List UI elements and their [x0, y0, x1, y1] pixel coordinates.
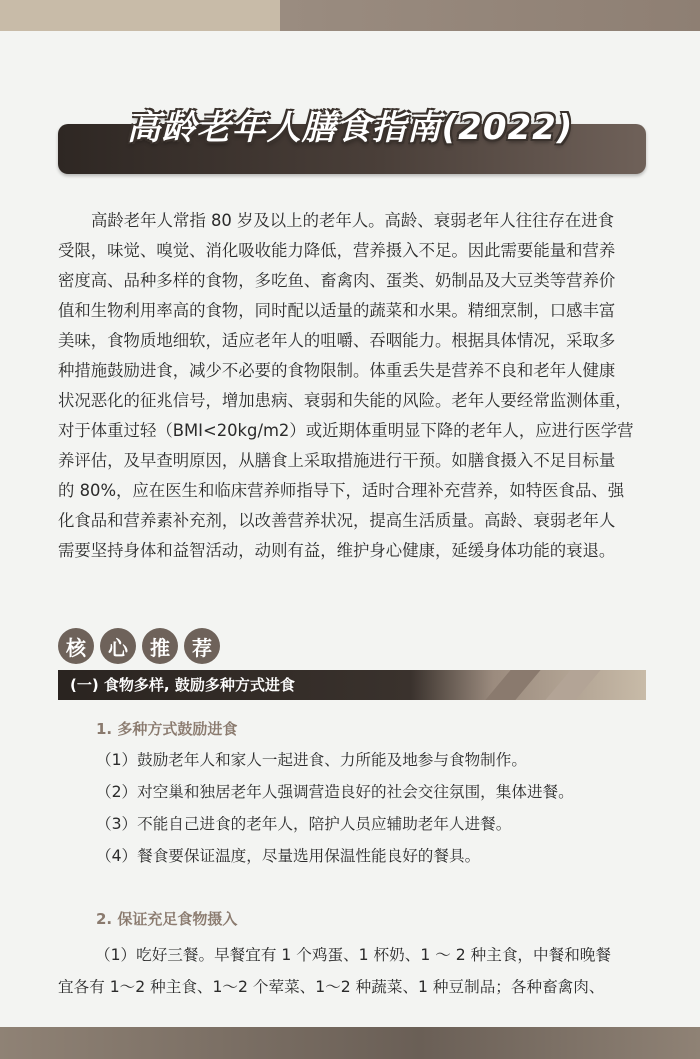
intro-line: 的 80%，应在医生和临床营养师指导下，适时合理补充营养，如特医食品、强 — [58, 481, 625, 500]
intro-line: 美味，食物质地细软，适应老年人的咀嚼、吞咽能力。根据具体情况，采取多 — [58, 331, 616, 350]
list-item: （2）对空巢和独居老年人强调营造良好的社会交往氛围，集体进餐。 — [96, 783, 574, 801]
top-decor-right — [280, 0, 700, 31]
decor-slash — [545, 670, 600, 700]
core-char: 推 — [142, 628, 178, 664]
recommendation-list — [96, 744, 574, 872]
intro-line: 化食品和营养素补充剂，以改善营养状况，提高生活质量。高龄、衰弱老年人 — [58, 511, 616, 530]
list-item: （1）鼓励老年人和家人一起进食、力所能及地参与食物制作。 — [96, 751, 527, 769]
intro-paragraph — [58, 206, 648, 566]
section-header-bar — [58, 670, 646, 700]
core-char: 荐 — [184, 628, 220, 664]
intro-line: 受限，味觉、嗅觉、消化吸收能力降低，营养摄入不足。因此需要能量和营养 — [58, 241, 616, 260]
list-item: （4）餐食要保证温度，尽量选用保温性能良好的餐具。 — [96, 847, 481, 865]
core-char: 核 — [58, 628, 94, 664]
intro-line: 种措施鼓励进食，减少不必要的食物限制。体重丢失是营养不良和老年人健康 — [58, 361, 616, 380]
intro-line: 值和生物利用率高的食物，同时配以适量的蔬菜和水果。精细烹制，口感丰富 — [58, 301, 616, 320]
subsection-heading: 1. 多种方式鼓励进食 — [96, 720, 238, 738]
decor-slash — [485, 670, 540, 700]
list-item: （3）不能自己进食的老年人，陪护人员应辅助老年人进餐。 — [96, 815, 512, 833]
intro-line: 高龄老年人常指 80 岁及以上的老年人。高龄、衰弱老年人往往存在进食 — [91, 211, 614, 230]
subsection-heading: 2. 保证充足食物摄入 — [96, 910, 238, 928]
intro-line: 对于体重过轻（BMI<20kg/m2）或近期体重明显下降的老年人，应进行医学营 — [58, 421, 634, 440]
top-decor-left — [0, 0, 280, 31]
core-recommendation-heading — [58, 628, 220, 664]
paragraph-line: 宜各有 1～2 种主食、1～2 个荤菜、1～2 种蔬菜、1 种豆制品；各种畜禽肉、 — [58, 978, 605, 996]
page-title: 高龄老年人膳食指南(2022) — [126, 108, 574, 148]
intro-line: 状况恶化的征兆信号，增加患病、衰弱和失能的风险。老年人要经常监测体重， — [58, 391, 632, 410]
intro-line: 密度高、品种多样的食物，多吃鱼、畜禽肉、蛋类、奶制品及大豆类等营养价 — [58, 271, 616, 290]
intro-line: 需要坚持身体和益智活动，动则有益，维护身心健康，延缓身体功能的衰退。 — [58, 541, 616, 560]
core-char: 心 — [100, 628, 136, 664]
bottom-decor-bar — [0, 1027, 700, 1059]
intro-line: 养评估，及早查明原因，从膳食上采取措施进行干预。如膳食摄入不足目标量 — [58, 451, 616, 470]
subsection-paragraph — [58, 939, 648, 1003]
top-decor-bar — [0, 0, 700, 31]
paragraph-line: （1）吃好三餐。早餐宜有 1 个鸡蛋、1 杯奶、1 ～ 2 种主食，中餐和晚餐 — [95, 946, 611, 964]
section-title: (一) 食物多样, 鼓励多种方式进食 — [70, 676, 295, 694]
